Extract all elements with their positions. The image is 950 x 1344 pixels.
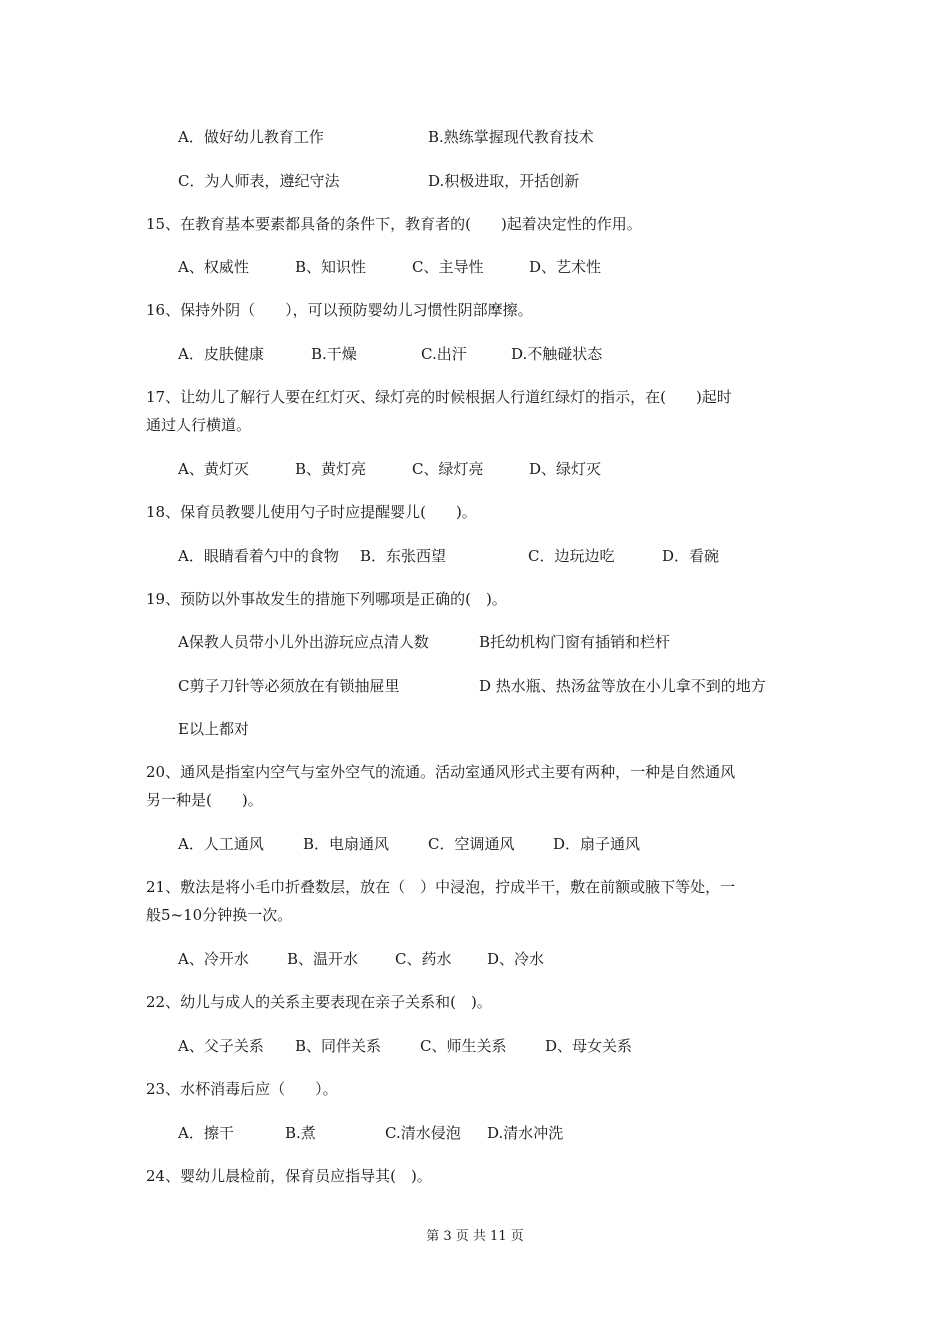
q21-option-d: D、冷水: [487, 950, 545, 968]
question-21-line2: 般5~10分钟换一次。: [146, 906, 293, 924]
q20-option-b: B．电扇通风: [303, 835, 390, 853]
q16-option-a: A．皮肤健康: [178, 345, 264, 363]
question-22: 22、幼儿与成人的关系主要表现在亲子关系和( )。: [146, 993, 492, 1011]
q16-option-c: C.出汗: [421, 345, 467, 363]
question-15: 15、在教育基本要素都具备的条件下，教育者的( )起着决定性的作用。: [146, 215, 642, 233]
q14-option-a: A．做好幼儿教育工作: [178, 128, 324, 146]
q22-option-a: A、父子关系: [178, 1037, 264, 1055]
q20-option-d: D．扇子通风: [553, 835, 641, 853]
question-20-line2: 另一种是( )。: [146, 791, 263, 809]
q19-option-a: A保教人员带小儿外出游玩应点清人数: [178, 633, 429, 651]
q19-option-d: D 热水瓶、热汤盆等放在小儿拿不到的地方: [479, 677, 766, 695]
q22-option-c: C、师生关系: [420, 1037, 507, 1055]
q21-option-a: A、冷开水: [178, 950, 249, 968]
q15-option-b: B、知识性: [295, 258, 367, 276]
q21-option-c: C、药水: [395, 950, 452, 968]
question-17-line2: 通过人行横道。: [146, 416, 252, 434]
question-23: 23、水杯消毒后应（ ）。: [146, 1080, 338, 1098]
q18-option-b: B．东张西望: [360, 547, 447, 565]
question-21-line1: 21、敷法是将小毛巾折叠数层，放在（ ）中浸泡，拧成半干，敷在前额或腋下等处，一: [146, 878, 736, 896]
question-19: 19、预防以外事故发生的措施下列哪项是正确的( )。: [146, 590, 507, 608]
q16-option-b: B.干燥: [311, 345, 357, 363]
q17-option-b: B、黄灯亮: [295, 460, 367, 478]
q18-option-a: A．眼睛看着勺中的食物: [178, 547, 339, 565]
q22-option-b: B、同伴关系: [295, 1037, 382, 1055]
q22-option-d: D、母女关系: [545, 1037, 633, 1055]
question-20-line1: 20、通风是指室内空气与室外空气的流通。活动室通风形式主要有两种，一种是自然通风: [146, 763, 736, 781]
q18-option-d: D．看碗: [662, 547, 720, 565]
q19-option-c: C剪子刀针等必须放在有锁抽屉里: [178, 677, 400, 695]
question-16: 16、保持外阴（ ），可以预防婴幼儿习惯性阴部摩擦。: [146, 301, 533, 319]
q17-option-a: A、黄灯灭: [178, 460, 249, 478]
q23-option-d: D.清水冲洗: [487, 1124, 564, 1142]
q20-option-c: C．空调通风: [428, 835, 515, 853]
question-24: 24、婴幼儿晨检前，保育员应指导其( )。: [146, 1167, 432, 1185]
q15-option-d: D、艺术性: [529, 258, 602, 276]
question-18: 18、保育员教婴儿使用勺子时应提醒婴儿( )。: [146, 503, 477, 521]
q19-option-b: B托幼机构门窗有插销和栏杆: [479, 633, 671, 651]
q17-option-d: D、绿灯灭: [529, 460, 602, 478]
q16-option-d: D.不触碰状态: [511, 345, 603, 363]
q23-option-a: A．擦干: [178, 1124, 234, 1142]
q14-option-c: C．为人师表，遵纪守法: [178, 172, 340, 190]
question-17-line1: 17、让幼儿了解行人要在红灯灭、绿灯亮的时候根据人行道红绿灯的指示，在( )起时: [146, 388, 732, 406]
q19-option-e: E以上都对: [178, 720, 249, 738]
q14-option-d: D.积极进取，开括创新: [428, 172, 580, 190]
q15-option-c: C、主导性: [412, 258, 484, 276]
q23-option-c: C.清水侵泡: [385, 1124, 461, 1142]
q14-option-b: B.熟练掌握现代教育技术: [428, 128, 594, 146]
q23-option-b: B.煮: [285, 1124, 316, 1142]
q17-option-c: C、绿灯亮: [412, 460, 484, 478]
q15-option-a: A、权威性: [178, 258, 249, 276]
page-footer: 第 3 页 共 11 页: [426, 1229, 524, 1244]
q18-option-c: C．边玩边吃: [528, 547, 615, 565]
q21-option-b: B、温开水: [287, 950, 359, 968]
q20-option-a: A．人工通风: [178, 835, 264, 853]
